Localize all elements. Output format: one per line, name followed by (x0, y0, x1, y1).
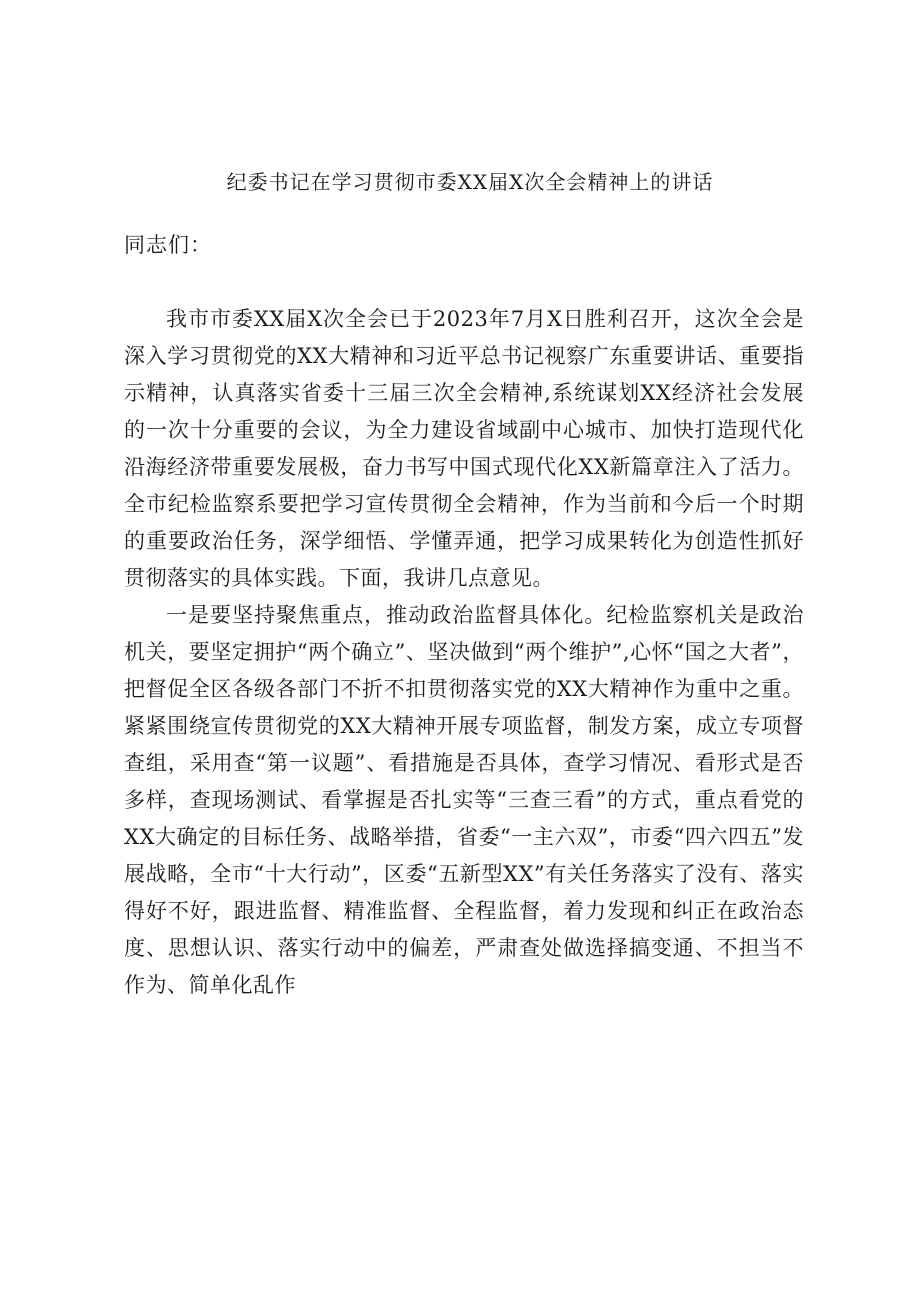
paragraph-intro: 我市市委XX届X次全会已于2023年7月X日胜利召开，这次全会是深入学习贯彻党的XX大精神和习近平总书记视察广东重要讲话、重要指示精神，认真落实省委十三届三次全会精神,系统谋划XX经济社会发展的一次十分重要的会议，为全力建设省域副中心城市、加快打造现代化沿海经济带重要发展极，奋力书写中国式现代化XX新篇章注入了活力。全市纪检监察系要把学习宣传贯彻全会精神，作为当前和今后一个时期的重要政治任务，深学细悟、学懂弄通，把学习成果转化为创造性抓好贯彻落实的具体实践。下面，我讲几点意见。 (124, 307, 804, 590)
paragraph-point-one: 一是要坚持聚焦重点，推动政治监督具体化。纪检监察机关是政治机关，要坚定拥护“两个确立”、坚决做到“两个维护”,心怀“国之大者”，把督促全区各级各部门不折不扣贯彻落实党的XX大精神作为重中之重。紧紧围绕宣传贯彻党的XX大精神开展专项监督，制发方案，成立专项督查组，采用查“第一议题”、看措施是否具体，查学习情况、看形式是否多样，查现场测试、看掌握是否扎实等“三查三看”的方式，重点看党的XX大确定的目标任务、战略举措，省委“一主六双”，市委“四六四五”发展战略，全市“十大行动”，区委“五新型XX”有关任务落实了没有、落实得好不好，跟进监督、精准监督、全程监督，着力发现和纠正在政治态度、思想认识、落实行动中的偏差，严肃查处做选择搞变通、不担当不作为、简单化乱作 (124, 603, 804, 997)
salutation: 同志们： (124, 233, 212, 257)
document-title: 纪委书记在学习贯彻市委XX届X次全会精神上的讲话 (226, 170, 714, 194)
document-body (124, 301, 804, 1004)
